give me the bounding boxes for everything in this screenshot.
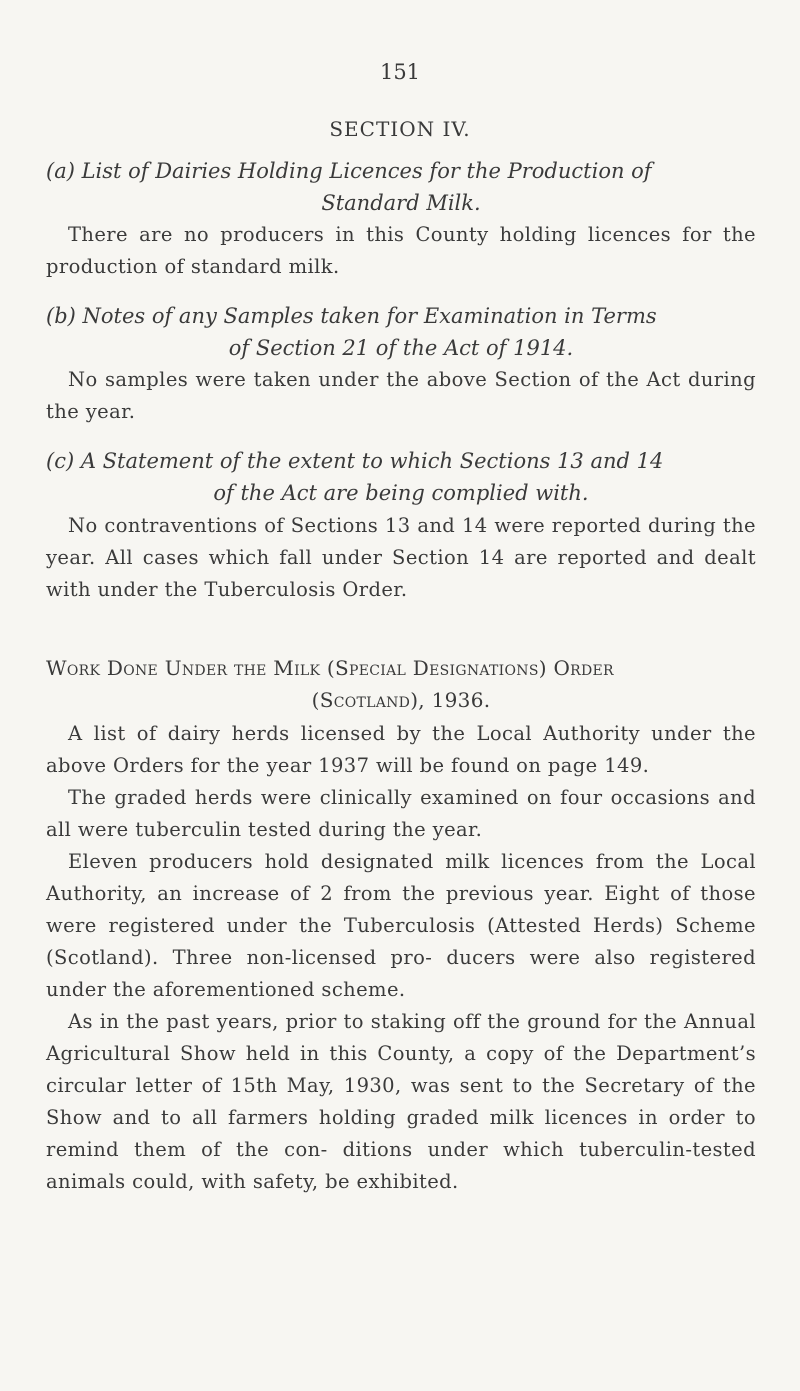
- heading-a: [46, 155, 756, 219]
- paragraph-b: No samples were taken under the above Section of the Act during the year.: [46, 368, 756, 423]
- work-paragraph-4: As in the past years, prior to staking off the ground for the Annual Agricultural Show held in this County, a copy of the Department’s circular letter of 15th May, 1930, was sent to the Secretary of the Show and to all farmers holding graded milk licences in order to remind them of the con- ditions under which tuberculin-tested animals could, with safety, be exhibited.: [46, 1010, 756, 1193]
- heading-a-line1: (a) List of Dairies Holding Licences for the Production of: [46, 159, 652, 183]
- work-paragraph-1: A list of dairy herds licensed by the Local Authority under the above Orders for the year 1937 will be found on page 149.: [46, 722, 756, 777]
- page-number: 151: [379, 60, 421, 84]
- work-paragraph-3: Eleven producers hold designated milk licences from the Local Authority, an increase of 2 from the previous year. Eight of those were registered under the Tuberculosis (Attested Herds) Scheme (Scotland). Three non-licensed pro- ducers were also registered under the aforementioned scheme.: [46, 850, 756, 1001]
- heading-c-line2: of the Act are being complied with.: [213, 481, 589, 505]
- heading-a-line2: Standard Milk.: [321, 191, 481, 215]
- work-paragraph-2: The graded herds were clinically examined on four occasions and all were tuberculin tested during the year.: [46, 786, 756, 841]
- section-title: SECTION IV.: [329, 117, 471, 141]
- work-heading-line2: (Scotland), 1936.: [311, 688, 491, 712]
- heading-b: [46, 300, 756, 364]
- work-heading-line1: Work Done Under the Milk (Special Designations) Order: [46, 656, 614, 680]
- heading-b-line2: of Section 21 of the Act of 1914.: [228, 336, 574, 360]
- paragraph-c: No contraventions of Sections 13 and 14 were reported during the year. All cases which fall under Section 14 are reported and dealt with under the Tuberculosis Order.: [46, 514, 756, 601]
- heading-c: [46, 445, 756, 509]
- work-heading: [46, 652, 756, 716]
- paragraph-a: There are no producers in this County holding licences for the production of standard milk.: [46, 223, 756, 278]
- heading-b-line1: (b) Notes of any Samples taken for Examination in Terms: [46, 304, 657, 328]
- heading-c-line1: (c) A Statement of the extent to which Sections 13 and 14: [46, 449, 664, 473]
